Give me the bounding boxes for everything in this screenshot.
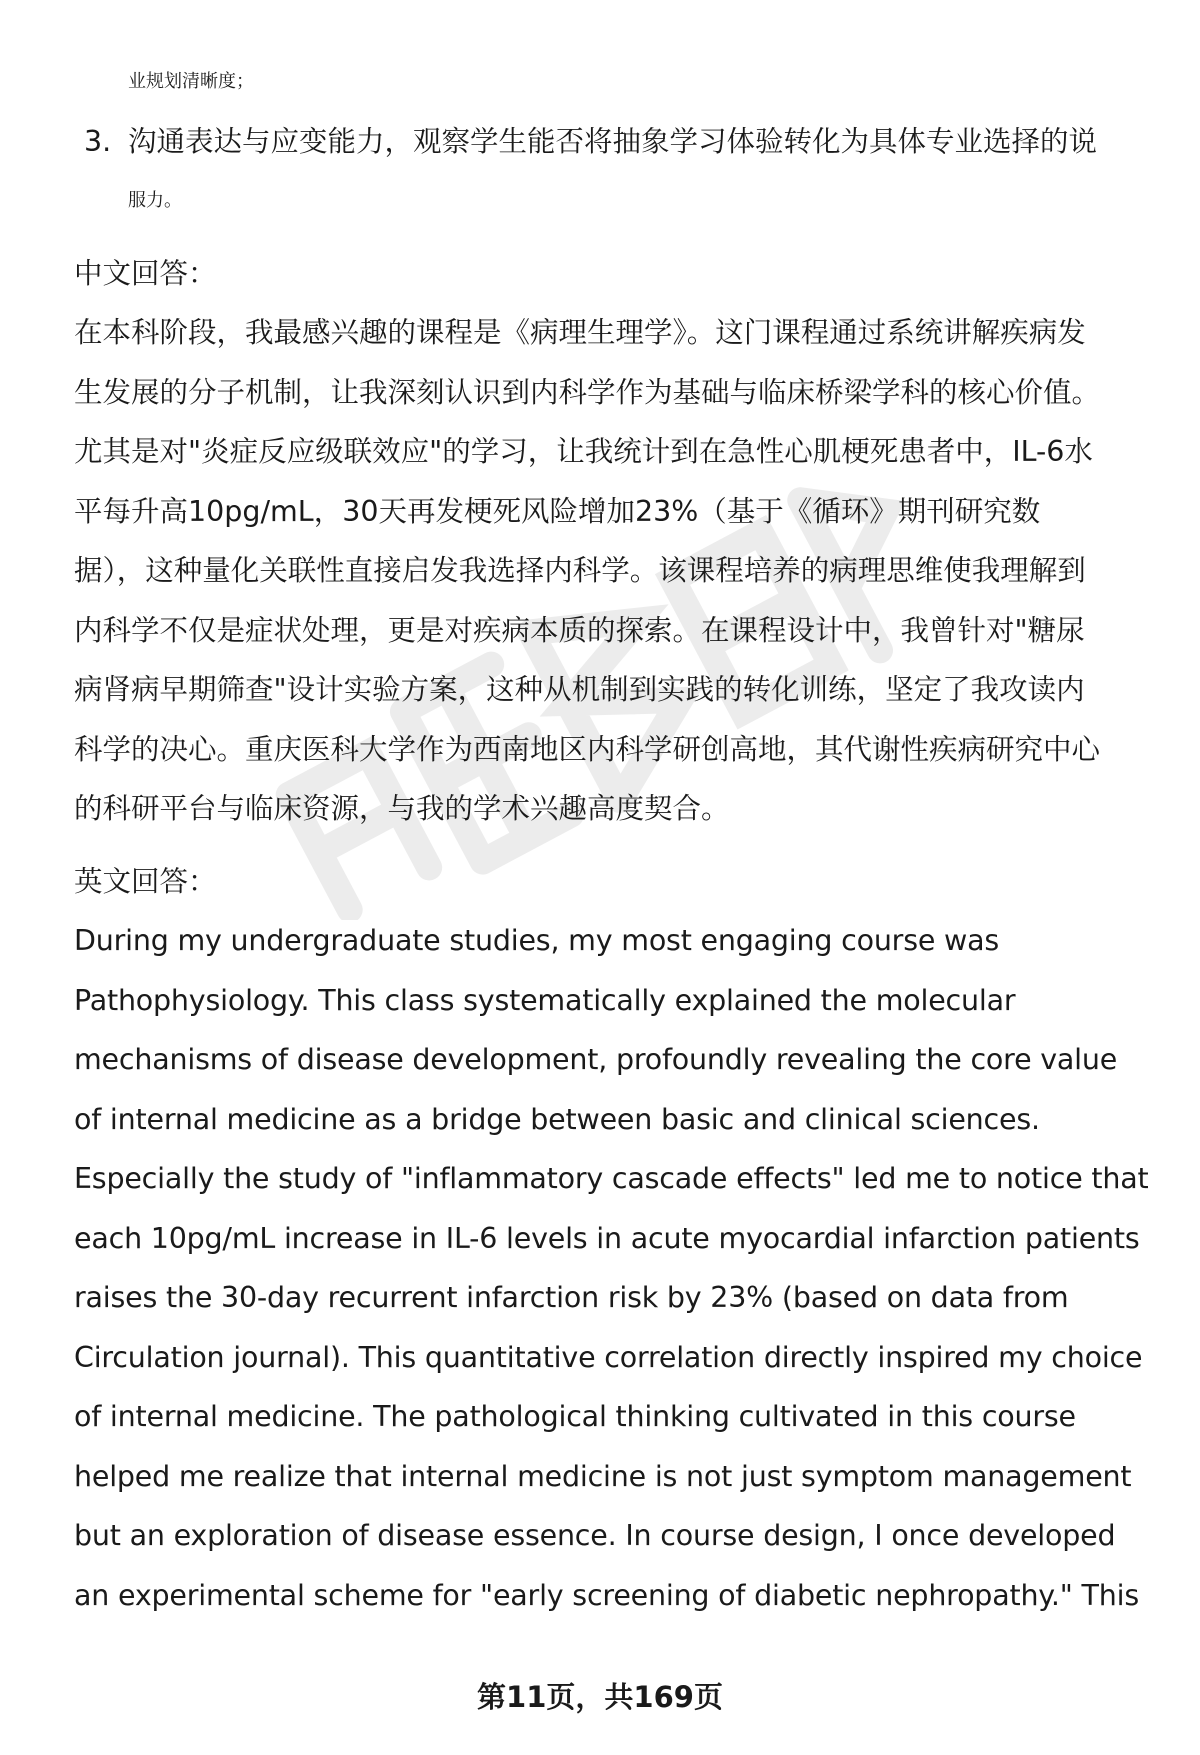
- paragraph-line: 在本科阶段，我最感兴趣的课程是《病理生理学》。这门课程通过系统讲解疾病发: [74, 316, 1086, 349]
- paragraph-line: each 10pg/mL increase in IL-6 levels in acute myocardial infarction patients: [74, 1221, 1140, 1255]
- paragraph-line: 据），这种量化关联性直接启发我选择内科学。该课程培养的病理思维使我理解到: [74, 554, 1086, 587]
- chinese-answer-body: [74, 303, 1154, 839]
- list-item-text: 沟通表达与应变能力，观察学生能否将抽象学习体验转化为具体专业选择的说: [128, 124, 1098, 158]
- paragraph-line: 的科研平台与临床资源，与我的学术兴趣高度契合。: [74, 792, 730, 825]
- paragraph-line: 尤其是对"炎症反应级联效应"的学习，让我统计到在急性心肌梗死患者中，IL-6水: [74, 435, 1093, 468]
- paragraph-line: Pathophysiology. This class systematically explained the molecular: [74, 983, 1016, 1017]
- paragraph-line: helped me realize that internal medicine is not just symptom management: [74, 1459, 1132, 1493]
- paragraph-line: but an exploration of disease essence. In course design, I once developed: [74, 1519, 1116, 1552]
- paragraph-line: of internal medicine. The pathological thinking cultivated in this course: [74, 1400, 1076, 1433]
- english-answer-heading: 英文回答：: [74, 864, 217, 898]
- english-answer-body: [74, 911, 1154, 1625]
- paragraph-line: raises the 30-day recurrent infarction risk by 23% (based on data from: [74, 1281, 1069, 1314]
- paragraph-line: Especially the study of "inflammatory cascade effects" led me to notice that: [74, 1162, 1149, 1195]
- list-continuation: 业规划清晰度；: [128, 71, 254, 92]
- paragraph-line: an experimental scheme for "early screening of diabetic nephropathy." This: [74, 1578, 1139, 1612]
- paragraph-line: 生发展的分子机制，让我深刻认识到内科学作为基础与临床桥梁学科的核心价值。: [74, 375, 1101, 409]
- list-item-3: [74, 112, 1154, 231]
- paragraph-line: 内科学不仅是症状处理，更是对疾病本质的探索。在课程设计中，我曾针对"糖尿: [74, 613, 1085, 647]
- page-footer: 第11页，共169页: [477, 1680, 723, 1714]
- paragraph-line: 科学的决心。重庆医科大学作为西南地区内科学研创高地，其代谢性疾病研究中心: [74, 732, 1101, 766]
- document-page: [74, 52, 1154, 1625]
- chinese-answer-heading: 中文回答：: [74, 256, 217, 290]
- paragraph-line: 病肾病早期筛查"设计实验方案，这种从机制到实践的转化训练，坚定了我攻读内: [74, 673, 1085, 706]
- paragraph-line: Circulation journal). This quantitative correlation directly inspired my choice: [74, 1340, 1143, 1374]
- paragraph-line: 平每升高10pg/mL，30天再发梗死风险增加23%（基于《循环》期刊研究数: [74, 494, 1041, 528]
- paragraph-line: During my undergraduate studies, my most engaging course was: [74, 924, 1000, 957]
- paragraph-line: of internal medicine as a bridge between basic and clinical sciences.: [74, 1102, 1040, 1136]
- list-item-text-cont: 服力。: [128, 190, 182, 211]
- list-marker: 3.: [84, 124, 112, 158]
- paragraph-line: mechanisms of disease development, profoundly revealing the core value: [74, 1043, 1118, 1076]
